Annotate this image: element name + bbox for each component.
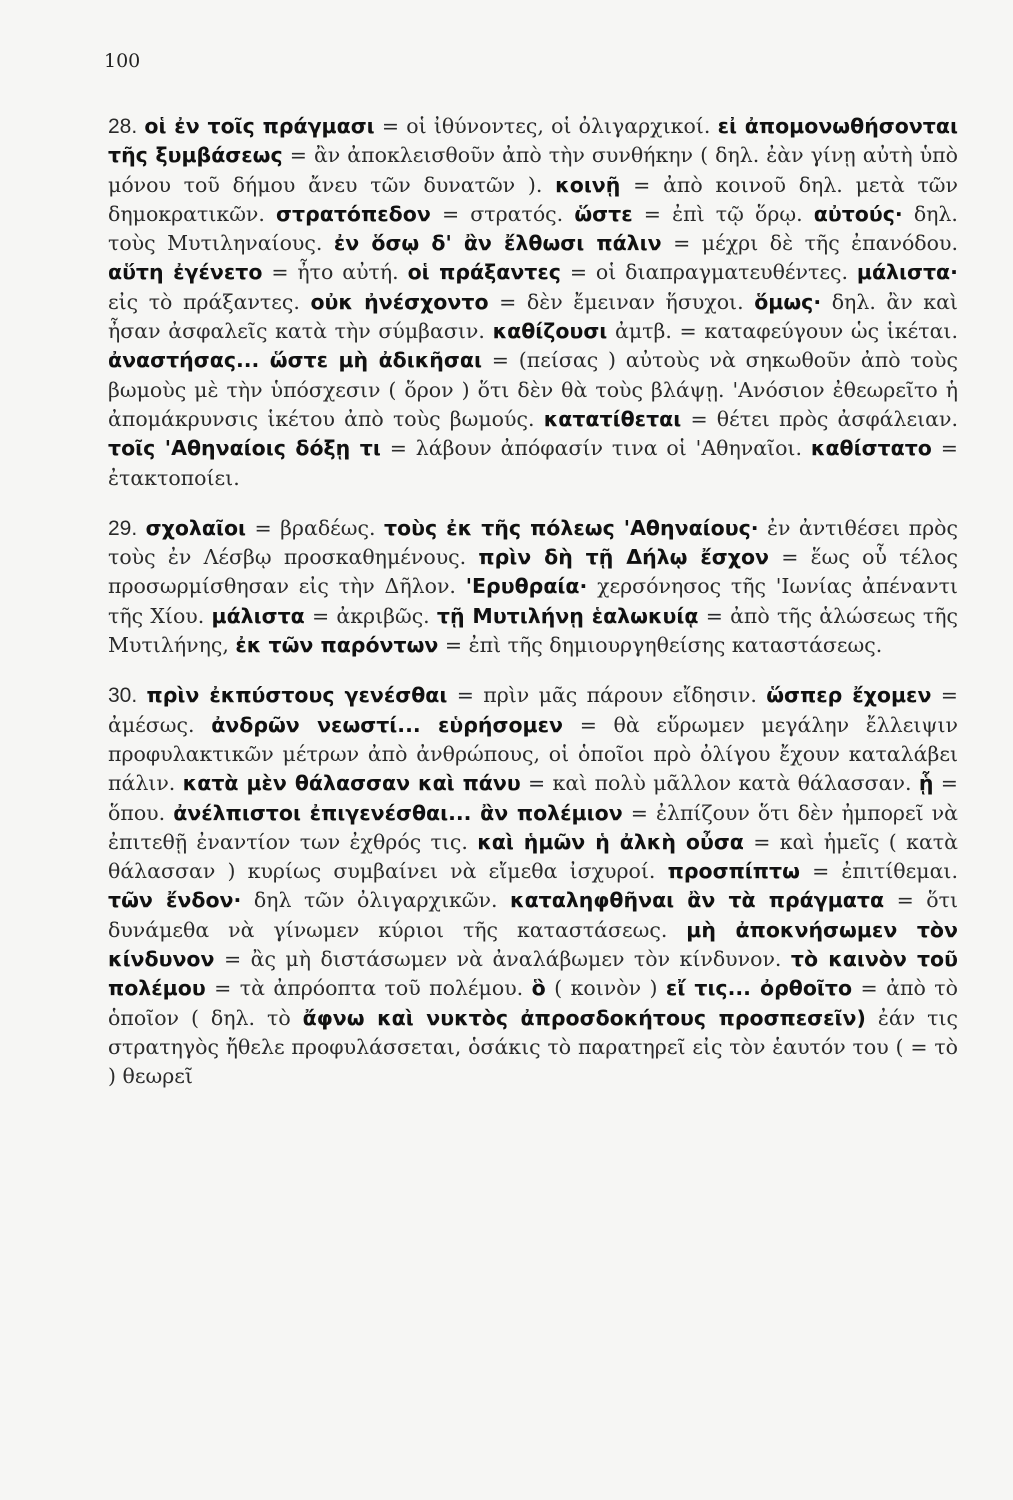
gloss-text: = ἦτο αὐτή.	[271, 260, 399, 285]
gloss-text: = ἐτακτοποίει.	[108, 436, 958, 490]
lemma-term: ἀνδρῶν νεωστί... εὑρήσομεν	[211, 712, 563, 737]
lemma-term: αὐτούς·	[813, 201, 903, 226]
gloss-text: = καὶ ἡμεῖς ( κατὰ θάλασσαν ) κυρίως συμβαίνει νὰ εἴμεθα ἰσχυροί.	[108, 829, 958, 884]
lemma-term: μάλιστα	[211, 603, 305, 628]
lemma-term: πρὶν δὴ τῇ Δήλῳ ἔσχον	[478, 545, 769, 570]
lemma-term: μὴ ἀποκνήσωμεν τὸν κίνδυνον	[108, 917, 958, 972]
gloss-text: = ἕως οὗ τέλος προσωρμίσθησαν εἰς τὴν Δῆλον.	[108, 545, 958, 599]
gloss-text: εἰς τὸ πράξαντες.	[108, 289, 300, 314]
gloss-text: ἐάν τις στρατηγὸς ἤθελε προφυλάσσεται, ὁσάκις τὸ παρατηρεῖ εἰς τὸν ἑαυτόν του ( = τὸ ) θεωρεῖ	[108, 1005, 958, 1089]
gloss-text: = ἐπὶ τῆς δημιουργηθείσης καταστάσεως.	[444, 633, 883, 658]
gloss-text: = πρὶν μᾶς πάρουν εἴδησιν.	[456, 683, 757, 708]
lemma-term: τῶν ἔνδον·	[108, 888, 242, 913]
lemma-term: καθίστατο	[810, 436, 932, 461]
gloss-text: = οἱ ἰθύνοντες, οἱ ὀλιγαρχικοί.	[381, 114, 711, 138]
lemma-term: οὐκ ἠνέσχοντο	[310, 289, 489, 314]
lemma-term: τοῖς 'Αθηναίοις δόξῃ τι	[108, 436, 381, 461]
gloss-text: = ἐλπίζουν ὅτι δὲν ἠμπορεῖ νὰ ἐπιτεθῇ ἐναντίον των ἐχθρός τις.	[108, 800, 958, 854]
lemma-term: ᾗ	[918, 771, 934, 796]
gloss-text: χερσόνησος τῆς 'Ιωνίας ἀπέναντι τῆς Χίου.	[108, 574, 958, 628]
gloss-text: = θέτει πρὸς ἀσφάλειαν.	[690, 406, 958, 431]
lemma-term: τὸ καινὸν τοῦ πολέμου	[108, 947, 958, 1001]
gloss-text: = ἀπὸ κοινοῦ δηλ. μετὰ τῶν δημοκρατικῶν.	[108, 172, 958, 226]
lemma-term: τῇ Μυτιλήνῃ ἑαλωκυίᾳ	[436, 603, 699, 628]
gloss-text: = ἂς μὴ διστάσωμεν νὰ ἀναλάβωμεν τὸν κίνδυνον.	[223, 947, 782, 972]
paragraph-number: 28.	[108, 115, 138, 138]
gloss-text: ἀμτβ. = καταφεύγουν ὡς ἱκέται.	[614, 319, 958, 344]
gloss-text: = ἂν ἀποκλεισθοῦν ἀπὸ τὴν συνθήκην ( δηλ. ἐὰν γίνῃ αὐτὴ ὑπὸ μόνου τοῦ δήμου ἄνευ τῶν δυνατῶν ).	[108, 143, 958, 197]
lemma-term: οἱ ἐν τοῖς πράγμασι	[144, 114, 375, 138]
lemma-term: αὕτη ἐγένετο	[108, 260, 263, 285]
lemma-term: εἴ τις... ὀρθοῖτο	[665, 976, 853, 1001]
lemma-term: ἀναστήσας... ὥστε μὴ ἀδικῆσαι	[108, 348, 482, 373]
lemma-term: ὥστε	[574, 201, 633, 226]
gloss-text: = ἀμέσως.	[108, 683, 958, 737]
lemma-term: πρὶν ἐκπύστους γενέσθαι	[146, 683, 448, 708]
gloss-text: = τὰ ἀπρόοπτα τοῦ πολέμου.	[214, 976, 524, 1001]
page-number: 100	[104, 50, 141, 72]
lemma-term: ἀνέλπιστοι ἐπιγενέσθαι... ἂν πολέμιον	[173, 800, 623, 825]
commentary-paragraph	[108, 681, 958, 1091]
lemma-term: ἐκ τῶν παρόντων	[235, 633, 439, 658]
lemma-term: ἄφνω καὶ νυκτὸς ἀπροσδοκήτους προσπεσεῖν)	[302, 1005, 866, 1030]
gloss-text: = μέχρι δὲ τῆς ἐπανόδου.	[673, 231, 958, 256]
gloss-text: δηλ. ἂν καὶ ἦσαν ἀσφαλεῖς κατὰ τὴν σύμβασιν.	[108, 289, 958, 344]
lemma-term: μάλιστα·	[856, 260, 958, 285]
gloss-text: = ἀπὸ τὸ ὁποῖον ( δηλ. τὸ	[108, 976, 958, 1030]
paragraph-number: 29.	[108, 516, 138, 540]
lemma-term: ὥσπερ ἔχομεν	[766, 683, 932, 708]
gloss-text: = δὲν ἔμειναν ἥσυχοι.	[499, 289, 744, 314]
commentary-text	[108, 112, 958, 1113]
gloss-text: = οἱ διαπραγματευθέντες.	[569, 260, 848, 285]
gloss-text: = ἐπὶ τῷ ὅρῳ.	[643, 201, 803, 226]
lemma-term: καθίζουσι	[492, 319, 608, 344]
gloss-text: ἐν ἀντιθέσει πρὸς τοὺς ἐν Λέσβῳ προσκαθημένους.	[108, 515, 958, 570]
gloss-text: δηλ τῶν ὀλιγαρχικῶν.	[253, 888, 498, 913]
commentary-paragraph	[108, 112, 958, 493]
gloss-text: = ὅτι δυνάμεθα νὰ γίνωμεν κύριοι τῆς καταστάσεως.	[108, 888, 958, 942]
gloss-text: = ἀκριβῶς.	[311, 603, 430, 628]
lemma-term: στρατόπεδον	[276, 201, 431, 226]
gloss-text: = βραδέως.	[254, 515, 376, 540]
lemma-term: ἐν ὅσῳ δ' ἂν ἔλθωσι πάλιν	[333, 231, 662, 256]
gloss-text: δηλ. τοὺς Μυτιληναίους.	[108, 201, 958, 256]
gloss-text: = καὶ πολὺ μᾶλλον κατὰ θάλασσαν.	[528, 771, 912, 796]
lemma-term: κοινῇ	[555, 172, 621, 197]
gloss-text: = (πείσας ) αὐτοὺς νὰ σηκωθοῦν ἀπὸ τοὺς βωμοὺς μὲ τὴν ὑπόσχεσιν ( ὅρον ) ὅτι δὲν θὰ τοὺς βλάψῃ. 'Ανόσιον ἐθεωρεῖτο ἡ ἀπομάκρυνσις ἱκέτου ἀπὸ τοὺς βωμούς.	[108, 348, 958, 431]
lemma-term: εἰ ἀπομονωθήσονται τῆς ξυμβάσεως	[108, 114, 958, 168]
lemma-term: καταληφθῆναι ἂν τὰ πράγματα	[510, 888, 885, 913]
lemma-term: ὃ	[531, 976, 546, 1001]
gloss-text: ( κοινὸν )	[554, 976, 658, 1001]
gloss-text: = ὅπου.	[108, 771, 958, 825]
lemma-term: κατὰ μὲν θάλασσαν καὶ πάνυ	[182, 771, 521, 796]
paragraph-number: 30.	[108, 684, 138, 708]
lemma-term: 'Ερυθραία·	[465, 574, 588, 599]
lemma-term: οἱ πράξαντες	[407, 260, 561, 285]
gloss-text: = λάβουν ἀπόφασίν τινα οἱ 'Αθηναῖοι.	[389, 436, 802, 461]
gloss-text: = ἐπιτίθεμαι.	[812, 859, 958, 884]
lemma-term: καὶ ἡμῶν ἡ ἀλκὴ οὖσα	[477, 829, 744, 854]
lemma-term: κατατίθεται	[543, 406, 682, 431]
lemma-term: ὅμως·	[754, 289, 822, 314]
gloss-text: = θὰ εὕρωμεν μεγάλην ἔλλειψιν προφυλακτικῶν μέτρων ἀπὸ ἀνθρώπους, οἱ ὁποῖοι πρὸ ὀλίγου ἔχουν καταλάβει πάλιν.	[108, 712, 958, 796]
gloss-text: = ἀπὸ τῆς ἁλώσεως τῆς Μυτιλήνης,	[108, 603, 958, 658]
commentary-paragraph	[108, 514, 958, 660]
lemma-term: σχολαῖοι	[145, 515, 247, 540]
lemma-term: προσπίπτω	[667, 859, 800, 884]
lemma-term: τοὺς ἐκ τῆς πόλεως 'Αθηναίους·	[383, 515, 759, 540]
gloss-text: = στρατός.	[441, 201, 564, 226]
